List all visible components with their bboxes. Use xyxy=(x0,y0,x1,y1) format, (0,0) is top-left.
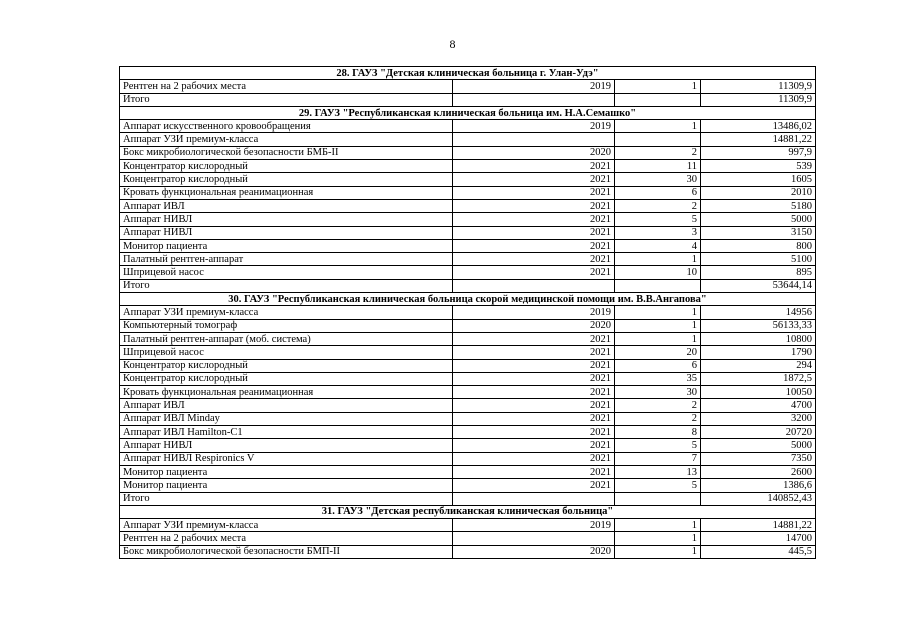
year-cell: 2021 xyxy=(453,213,615,226)
item-name-cell: Аппарат УЗИ премиум-класса xyxy=(120,133,453,146)
item-name-cell: Аппарат НИВЛ Respironics V xyxy=(120,452,453,465)
quantity-cell: 1 xyxy=(615,519,701,532)
item-name-cell: Аппарат искусственного кровообращения xyxy=(120,120,453,133)
sum-cell: 10050 xyxy=(701,386,816,399)
sum-cell: 4700 xyxy=(701,399,816,412)
year-cell: 2021 xyxy=(453,372,615,385)
year-cell: 2020 xyxy=(453,545,615,558)
sum-cell: 5000 xyxy=(701,213,816,226)
year-cell: 2019 xyxy=(453,306,615,319)
section-title: 29. ГАУЗ "Республиканская клиническая больница им. Н.А.Семашко" xyxy=(120,106,816,119)
section-title: 28. ГАУЗ "Детская клиническая больница г. Улан-Удэ" xyxy=(120,67,816,80)
sum-cell: 445,5 xyxy=(701,545,816,558)
sum-cell: 14956 xyxy=(701,306,816,319)
year-cell: 2021 xyxy=(453,386,615,399)
sum-cell: 14881,22 xyxy=(701,133,816,146)
table-row xyxy=(120,80,816,93)
table-row xyxy=(120,133,816,146)
table-row xyxy=(120,319,816,332)
sum-cell: 20720 xyxy=(701,426,816,439)
year-cell xyxy=(453,532,615,545)
sum-cell: 1872,5 xyxy=(701,372,816,385)
year-cell: 2020 xyxy=(453,146,615,159)
item-name-cell: Палатный рентген-аппарат (моб. система) xyxy=(120,332,453,345)
table-row xyxy=(120,452,816,465)
sum-cell: 140852,43 xyxy=(701,492,816,505)
table-row xyxy=(120,239,816,252)
quantity-cell: 8 xyxy=(615,426,701,439)
table-row xyxy=(120,479,816,492)
sum-cell: 14700 xyxy=(701,532,816,545)
year-cell xyxy=(453,133,615,146)
table-row xyxy=(120,359,816,372)
quantity-cell: 3 xyxy=(615,226,701,239)
section-title: 31. ГАУЗ "Детская республиканская клиническая больница" xyxy=(120,505,816,518)
year-cell: 2021 xyxy=(453,226,615,239)
table-body xyxy=(120,67,816,559)
table-row xyxy=(120,412,816,425)
year-cell: 2021 xyxy=(453,359,615,372)
quantity-cell: 11 xyxy=(615,160,701,173)
table-row xyxy=(120,213,816,226)
quantity-cell: 20 xyxy=(615,346,701,359)
quantity-cell: 5 xyxy=(615,479,701,492)
total-row xyxy=(120,279,816,292)
table-row xyxy=(120,266,816,279)
quantity-cell: 6 xyxy=(615,359,701,372)
table-row xyxy=(120,426,816,439)
sum-cell: 1605 xyxy=(701,173,816,186)
quantity-cell: 2 xyxy=(615,412,701,425)
year-cell: 2021 xyxy=(453,160,615,173)
item-name-cell: Кровать функциональная реанимационная xyxy=(120,186,453,199)
item-name-cell: Итого xyxy=(120,492,453,505)
item-name-cell: Концентратор кислородный xyxy=(120,372,453,385)
quantity-cell: 30 xyxy=(615,386,701,399)
sum-cell: 7350 xyxy=(701,452,816,465)
sum-cell: 10800 xyxy=(701,332,816,345)
table-row xyxy=(120,439,816,452)
item-name-cell: Рентген на 2 рабочих места xyxy=(120,80,453,93)
total-row xyxy=(120,492,816,505)
sum-cell: 3200 xyxy=(701,412,816,425)
item-name-cell: Концентратор кислородный xyxy=(120,173,453,186)
quantity-cell: 1 xyxy=(615,120,701,133)
year-cell: 2021 xyxy=(453,439,615,452)
year-cell: 2021 xyxy=(453,426,615,439)
year-cell: 2019 xyxy=(453,120,615,133)
quantity-cell: 1 xyxy=(615,532,701,545)
year-cell: 2021 xyxy=(453,399,615,412)
sum-cell: 11309,9 xyxy=(701,93,816,106)
table-row xyxy=(120,253,816,266)
sum-cell: 3150 xyxy=(701,226,816,239)
table-row xyxy=(120,346,816,359)
year-cell: 2021 xyxy=(453,332,615,345)
item-name-cell: Компьютерный томограф xyxy=(120,319,453,332)
section-title: 30. ГАУЗ "Республиканская клиническая больница скорой медицинской помощи им. В.В.Ангапова" xyxy=(120,293,816,306)
item-name-cell: Монитор пациента xyxy=(120,239,453,252)
year-cell: 2021 xyxy=(453,412,615,425)
sum-cell: 2010 xyxy=(701,186,816,199)
year-cell: 2019 xyxy=(453,519,615,532)
sum-cell: 1386,6 xyxy=(701,479,816,492)
year-cell: 2021 xyxy=(453,239,615,252)
item-name-cell: Кровать функциональная реанимационная xyxy=(120,386,453,399)
item-name-cell: Аппарат УЗИ премиум-класса xyxy=(120,306,453,319)
quantity-cell: 35 xyxy=(615,372,701,385)
quantity-cell xyxy=(615,492,701,505)
item-name-cell: Шприцевой насос xyxy=(120,266,453,279)
table-row xyxy=(120,186,816,199)
quantity-cell: 2 xyxy=(615,199,701,212)
quantity-cell: 1 xyxy=(615,319,701,332)
quantity-cell: 4 xyxy=(615,239,701,252)
year-cell xyxy=(453,492,615,505)
table-row xyxy=(120,386,816,399)
quantity-cell xyxy=(615,133,701,146)
item-name-cell: Аппарат НИВЛ xyxy=(120,226,453,239)
quantity-cell: 5 xyxy=(615,213,701,226)
quantity-cell: 30 xyxy=(615,173,701,186)
table-row xyxy=(120,146,816,159)
page-number: 8 xyxy=(449,37,456,51)
item-name-cell: Аппарат ИВЛ xyxy=(120,199,453,212)
year-cell: 2021 xyxy=(453,465,615,478)
section-header-row xyxy=(120,67,816,80)
quantity-cell: 1 xyxy=(615,545,701,558)
table-row xyxy=(120,199,816,212)
item-name-cell: Концентратор кислородный xyxy=(120,359,453,372)
year-cell: 2021 xyxy=(453,253,615,266)
item-name-cell: Аппарат ИВЛ xyxy=(120,399,453,412)
item-name-cell: Бокс микробиологической безопасности БМБ-II xyxy=(120,146,453,159)
item-name-cell: Бокс микробиологической безопасности БМП-II xyxy=(120,545,453,558)
table-row xyxy=(120,545,816,558)
item-name-cell: Аппарат УЗИ премиум-класса xyxy=(120,519,453,532)
item-name-cell: Концентратор кислородный xyxy=(120,160,453,173)
quantity-cell xyxy=(615,279,701,292)
year-cell: 2021 xyxy=(453,452,615,465)
sum-cell: 2600 xyxy=(701,465,816,478)
item-name-cell: Рентген на 2 рабочих места xyxy=(120,532,453,545)
item-name-cell: Аппарат ИВЛ Minday xyxy=(120,412,453,425)
quantity-cell: 1 xyxy=(615,332,701,345)
year-cell xyxy=(453,279,615,292)
year-cell: 2021 xyxy=(453,199,615,212)
quantity-cell: 2 xyxy=(615,399,701,412)
year-cell: 2020 xyxy=(453,319,615,332)
table-row xyxy=(120,306,816,319)
quantity-cell: 2 xyxy=(615,146,701,159)
item-name-cell: Аппарат ИВЛ Hamilton-C1 xyxy=(120,426,453,439)
sum-cell: 1790 xyxy=(701,346,816,359)
sum-cell: 5000 xyxy=(701,439,816,452)
sum-cell: 11309,9 xyxy=(701,80,816,93)
year-cell: 2019 xyxy=(453,80,615,93)
table-row xyxy=(120,519,816,532)
sum-cell: 800 xyxy=(701,239,816,252)
quantity-cell: 7 xyxy=(615,452,701,465)
year-cell: 2021 xyxy=(453,346,615,359)
item-name-cell: Шприцевой насос xyxy=(120,346,453,359)
quantity-cell: 1 xyxy=(615,253,701,266)
table-row xyxy=(120,226,816,239)
section-header-row xyxy=(120,106,816,119)
item-name-cell: Итого xyxy=(120,93,453,106)
year-cell: 2021 xyxy=(453,479,615,492)
table-row xyxy=(120,465,816,478)
sum-cell: 5180 xyxy=(701,199,816,212)
sum-cell: 53644,14 xyxy=(701,279,816,292)
sum-cell: 997,9 xyxy=(701,146,816,159)
table-row xyxy=(120,532,816,545)
table-row xyxy=(120,173,816,186)
item-name-cell: Монитор пациента xyxy=(120,479,453,492)
year-cell xyxy=(453,93,615,106)
item-name-cell: Итого xyxy=(120,279,453,292)
table-row xyxy=(120,332,816,345)
year-cell: 2021 xyxy=(453,173,615,186)
item-name-cell: Аппарат НИВЛ xyxy=(120,439,453,452)
table-row xyxy=(120,120,816,133)
sum-cell: 5100 xyxy=(701,253,816,266)
table-row xyxy=(120,160,816,173)
sum-cell: 539 xyxy=(701,160,816,173)
table-row xyxy=(120,399,816,412)
sum-cell: 895 xyxy=(701,266,816,279)
sum-cell: 294 xyxy=(701,359,816,372)
sum-cell: 14881,22 xyxy=(701,519,816,532)
quantity-cell xyxy=(615,93,701,106)
year-cell: 2021 xyxy=(453,186,615,199)
item-name-cell: Монитор пациента xyxy=(120,465,453,478)
quantity-cell: 1 xyxy=(615,306,701,319)
total-row xyxy=(120,93,816,106)
year-cell: 2021 xyxy=(453,266,615,279)
equipment-table xyxy=(119,66,816,559)
section-header-row xyxy=(120,505,816,518)
quantity-cell: 10 xyxy=(615,266,701,279)
sum-cell: 56133,33 xyxy=(701,319,816,332)
sum-cell: 13486,02 xyxy=(701,120,816,133)
quantity-cell: 1 xyxy=(615,80,701,93)
quantity-cell: 6 xyxy=(615,186,701,199)
section-header-row xyxy=(120,293,816,306)
item-name-cell: Аппарат НИВЛ xyxy=(120,213,453,226)
item-name-cell: Палатный рентген-аппарат xyxy=(120,253,453,266)
quantity-cell: 5 xyxy=(615,439,701,452)
quantity-cell: 13 xyxy=(615,465,701,478)
table-row xyxy=(120,372,816,385)
